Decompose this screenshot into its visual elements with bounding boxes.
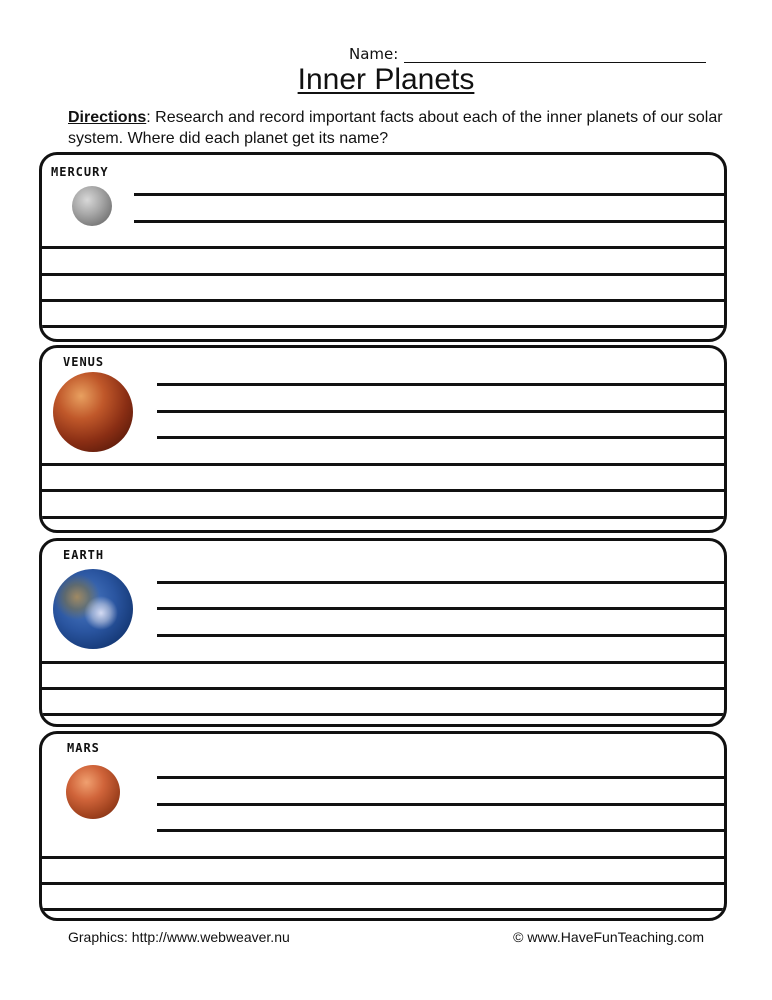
planet-panel-mars [39, 731, 727, 921]
earth-image [53, 569, 133, 649]
writing-line[interactable] [42, 713, 724, 716]
writing-line[interactable] [157, 634, 724, 637]
writing-line[interactable] [157, 829, 724, 832]
writing-line[interactable] [157, 803, 724, 806]
writing-line[interactable] [157, 581, 724, 584]
writing-line[interactable] [42, 325, 724, 328]
writing-line[interactable] [157, 410, 724, 413]
writing-line[interactable] [157, 776, 724, 779]
planet-label-earth: EARTH [63, 548, 105, 562]
name-input-line[interactable] [404, 48, 706, 63]
writing-line[interactable] [134, 193, 724, 196]
writing-line[interactable] [157, 383, 724, 386]
footer-copyright: © www.HaveFunTeaching.com [513, 929, 704, 945]
mars-image [66, 765, 120, 819]
writing-line[interactable] [42, 273, 724, 276]
name-label: Name: [349, 45, 399, 63]
planet-label-venus: VENUS [63, 355, 105, 369]
writing-line[interactable] [157, 607, 724, 610]
writing-line[interactable] [42, 246, 724, 249]
writing-line[interactable] [157, 436, 724, 439]
planet-label-mars: MARS [67, 741, 100, 755]
writing-line[interactable] [42, 489, 724, 492]
writing-line[interactable] [42, 463, 724, 466]
writing-line[interactable] [42, 908, 724, 911]
mercury-image [72, 186, 112, 226]
footer-credit: Graphics: http://www.webweaver.nu [68, 929, 290, 945]
planet-label-mercury: MERCURY [51, 165, 109, 179]
writing-line[interactable] [42, 687, 724, 690]
writing-line[interactable] [134, 220, 724, 223]
directions-lead: Directions [68, 109, 147, 126]
planet-panel-venus [39, 345, 727, 533]
writing-line[interactable] [42, 299, 724, 302]
planet-panel-earth [39, 538, 727, 727]
writing-line[interactable] [42, 882, 724, 885]
writing-line[interactable] [42, 856, 724, 859]
page-title: Inner Planets [297, 63, 475, 96]
venus-image [53, 372, 133, 452]
name-field [349, 45, 706, 63]
directions [68, 107, 728, 149]
directions-text: : Research and record important facts about each of the inner planets of our solar system. Where did each planet get its name? [68, 109, 723, 147]
writing-line[interactable] [42, 661, 724, 664]
planet-panel-mercury [39, 152, 727, 342]
writing-line[interactable] [42, 516, 724, 519]
